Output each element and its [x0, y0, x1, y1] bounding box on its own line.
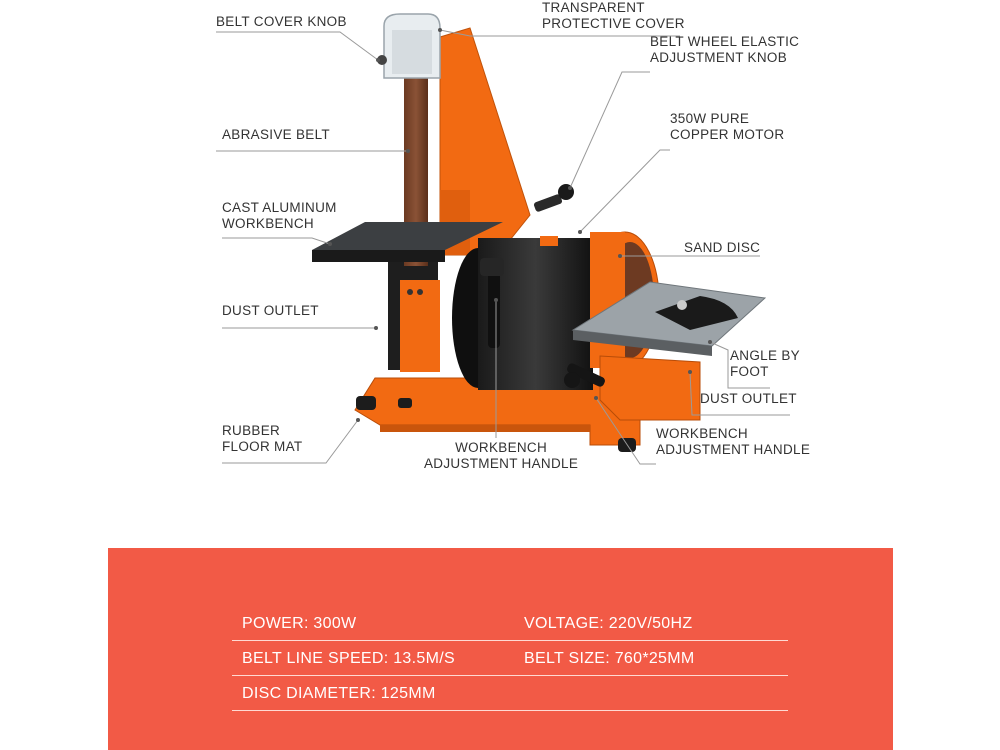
label-abrasive-belt: ABRASIVE BELT	[222, 127, 330, 142]
spec-row	[232, 676, 788, 711]
spec-disc-diameter: DISC DIAMETER: 125MM	[242, 685, 436, 702]
spec-row	[232, 606, 788, 641]
label-handle-center: WORKBENCH ADJUSTMENT HANDLE	[424, 440, 579, 471]
spec-voltage: VOLTAGE: 220V/50HZ	[524, 615, 693, 632]
label-dust-outlet-right: DUST OUTLET	[700, 391, 797, 406]
label-belt-wheel-knob: BELT WHEEL ELASTIC ADJUSTMENT KNOB	[650, 34, 800, 65]
label-angle-by-foot: ANGLE BY FOOT	[730, 348, 800, 379]
spec-row	[232, 641, 788, 676]
spec-belt-size: BELT SIZE: 760*25MM	[524, 650, 695, 667]
label-belt-cover-knob: BELT COVER KNOB	[216, 14, 347, 29]
label-motor: 350W PURE COPPER MOTOR	[670, 111, 785, 142]
label-cast-workbench: CAST ALUMINUM WORKBENCH	[222, 200, 337, 231]
label-transparent-cover: TRANSPARENT PROTECTIVE COVER	[542, 0, 685, 31]
label-dust-outlet-left: DUST OUTLET	[222, 303, 319, 318]
label-handle-right: WORKBENCH ADJUSTMENT HANDLE	[656, 426, 811, 457]
spec-power: POWER: 300W	[242, 615, 357, 632]
spec-belt-line-speed: BELT LINE SPEED: 13.5M/S	[242, 650, 455, 667]
label-rubber-mat: RUBBER FLOOR MAT	[222, 423, 303, 454]
label-sand-disc: SAND DISC	[684, 240, 761, 255]
specifications-panel	[108, 548, 893, 750]
